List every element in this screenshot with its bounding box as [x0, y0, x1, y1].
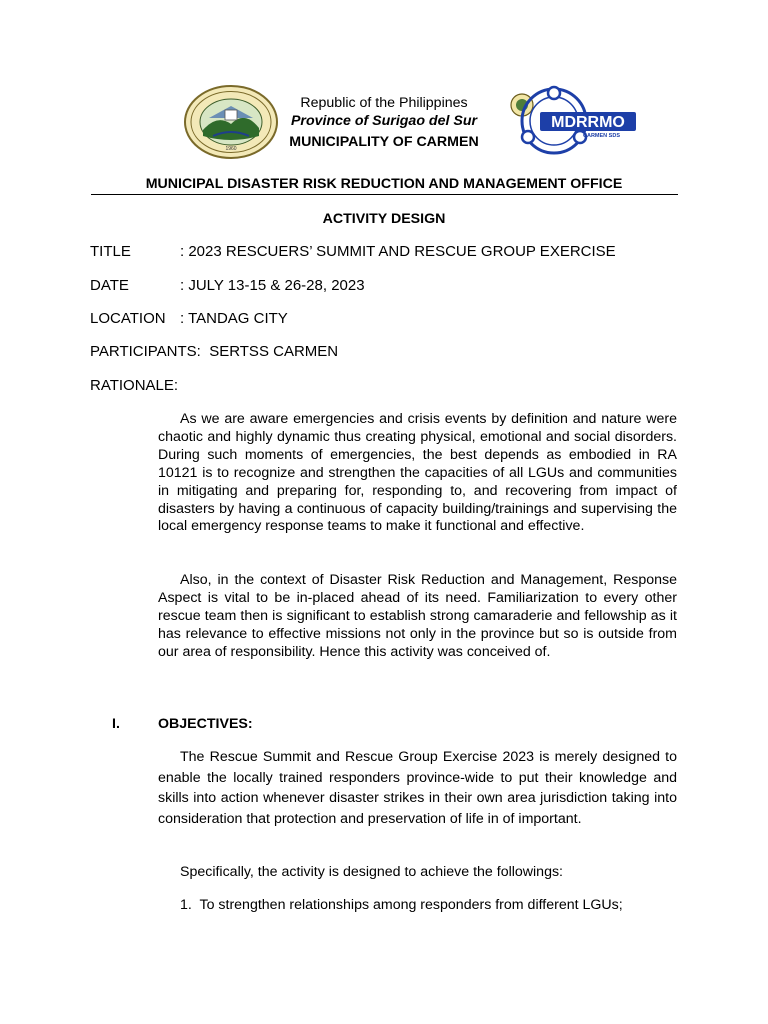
- field-title-label: TITLE: [90, 243, 131, 260]
- field-location-label: LOCATION: [90, 310, 166, 327]
- list-item-text: To strengthen relationships among responders from different LGUs;: [199, 897, 623, 913]
- municipality-line: MUNICIPALITY OF CARMEN: [289, 134, 479, 150]
- objectives-paragraph-2: Specifically, the activity is designed to achieve the followings:: [180, 864, 563, 880]
- logo-subtext: CARMEN SDS: [583, 133, 620, 139]
- objectives-paragraph-1-text: The Rescue Summit and Rescue Group Exercise 2023 is merely designed to enable the locally trained responders province-wide to put their knowledge and skills into action whenever disaster strikes in their own area jurisdiction taking into consideration that protection and preservation of life in of important.: [158, 749, 677, 828]
- objectives-number: I.: [112, 716, 120, 732]
- list-item: [180, 896, 623, 914]
- office-title: MUNICIPAL DISASTER RISK REDUCTION AND MANAGEMENT OFFICE: [145, 176, 623, 192]
- field-participants-value: SERTSS CARMEN: [209, 343, 339, 360]
- logo-text: MDRRMO: [551, 114, 625, 131]
- province-line: Province of Surigao del Sur: [290, 113, 478, 129]
- field-title: [90, 243, 616, 261]
- rationale-paragraph-1-text: As we are aware emergencies and crisis events by definition and nature were chaotic and highly dynamic thus creating physical, emotional and social disorders. During such moments of emergencies, the best depends as embodied in RA 10121 is to recognize and strengthen the capacities of all LGUs and communities in mitigating and preparing for, responding to, and recovering from impact of disasters by having a continuous of capacity building/trainings and supervising the local emergency response teams to make it functional and effective.: [158, 411, 677, 535]
- field-participants: [90, 343, 338, 361]
- field-participants-label: PARTICIPANTS:: [90, 343, 201, 360]
- field-location-value: : TANDAG CITY: [180, 310, 288, 327]
- field-title-value: : 2023 RESCUERS’ SUMMIT AND RESCUE GROUP EXERCISE: [180, 243, 616, 260]
- rationale-label: RATIONALE:: [90, 377, 179, 394]
- header-divider: [91, 194, 678, 195]
- republic-line: Republic of the Philippines: [300, 95, 468, 111]
- field-date-value: : JULY 13-15 & 26-28, 2023: [180, 277, 365, 294]
- seal-year: 1960: [225, 146, 237, 152]
- rationale-paragraph-2-text: Also, in the context of Disaster Risk Reduction and Management, Response Aspect is vital to be in-placed ahead of its need. Familiarization to every other rescue team then is significant to establish strong camaraderie and fellowship as it has relevance to effective missions not only in the province but so is outside from our area of responsibility. Hence this activity was conceived of.: [158, 572, 677, 660]
- objectives-paragraph-1: [158, 747, 677, 830]
- rationale-paragraph-1: [158, 411, 677, 536]
- field-date-label: DATE: [90, 277, 129, 294]
- list-item-number: 1.: [180, 897, 192, 913]
- field-date: [90, 277, 365, 295]
- rationale-paragraph-2: [158, 572, 677, 662]
- objectives-heading: OBJECTIVES:: [158, 716, 253, 732]
- mdrrmo-logo: [508, 81, 640, 159]
- field-location: [90, 310, 288, 328]
- document-heading: ACTIVITY DESIGN: [322, 211, 446, 227]
